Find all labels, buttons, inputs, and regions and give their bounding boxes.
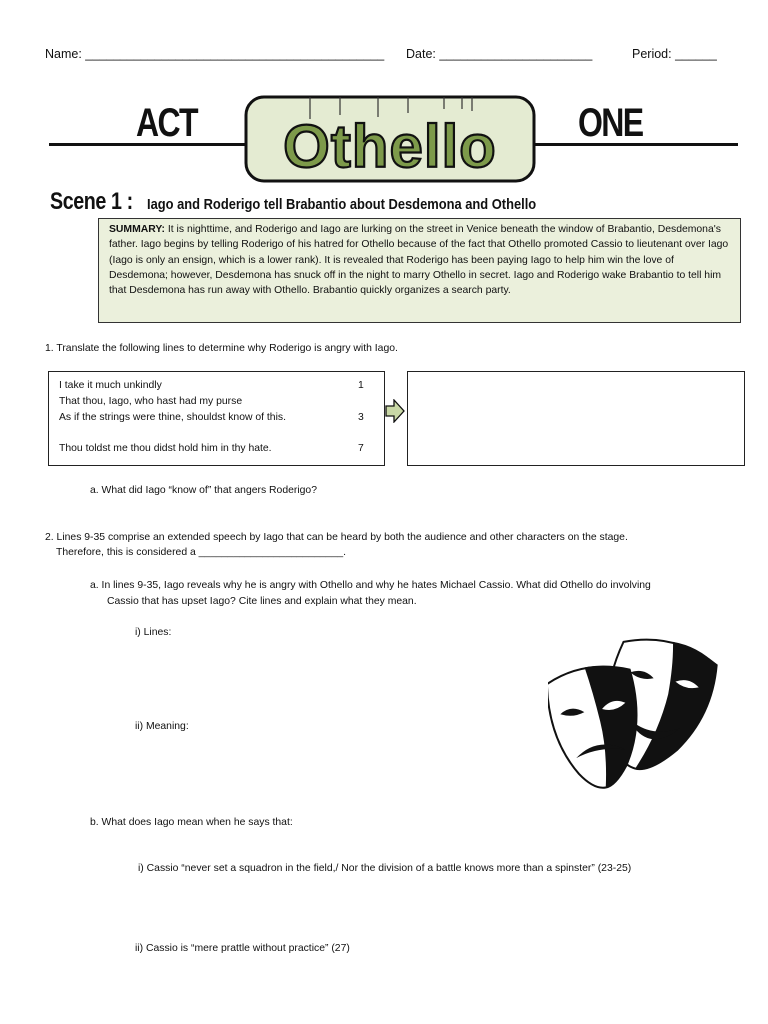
quote-line-4-num: 7: [358, 443, 364, 454]
quote-line-1-num: 1: [358, 380, 364, 391]
theater-masks-icon: [548, 632, 720, 792]
q2a-lines-label: i) Lines:: [135, 627, 172, 638]
summary-text: It is nighttime, and Roderigo and Iago are lurking on the street in Venice beneath the window of Brabantio, Desdemona's father. Iago begins by telling Roderigo of his hatred for Othello because of the fact that Othello promoted Cassio to lieutenant over Iago (Iago is only an ensign, which is a lower rank). It is revealed that Roderigo has been paying Iago to help him win the love of Desdemona; however, Desdemona has snuck off in the night to marry Othello in secret. Iago and Roderigo wake Brabantio to tell him that Desdemona has run away with Othello. Brabantio quickly organizes a search party.: [109, 224, 729, 297]
q2b-i: i) Cassio “never set a squadron in the field,/ Nor the division of a battle knows more than a spinster” (23-25): [138, 863, 632, 874]
quote-line-3: As if the strings were thine, shouldst know of this.: [59, 412, 286, 423]
quote-line-4: Thou toldst me thou didst hold him in thy hate.: [59, 443, 272, 454]
banner-one-word: ONE: [578, 101, 643, 145]
name-field[interactable]: Name: ___________________________________________: [45, 47, 385, 61]
quote-line-2: That thou, Iago, who hast had my purse: [59, 396, 243, 407]
arrow-right-icon: [385, 399, 405, 423]
othello-logo-text: Othello: [283, 113, 497, 180]
q2b-ii: ii) Cassio is “mere prattle without practice” (27): [135, 943, 350, 954]
summary-box: [98, 218, 741, 323]
translation-answer-box[interactable]: [407, 371, 745, 466]
q2a-line-1: a. In lines 9-35, Iago reveals why he is angry with Othello and why he hates Michael Cassio. What did Othello do involving: [90, 580, 651, 591]
q2b-prompt: b. What does Iago mean when he says that:: [90, 817, 293, 828]
quote-line-1: I take it much unkindly: [59, 380, 162, 391]
quote-line-3-num: 3: [358, 412, 364, 423]
date-field[interactable]: Date: ______________________: [406, 47, 593, 61]
othello-logo-art: [244, 95, 536, 183]
q1-prompt: 1. Translate the following lines to determine why Roderigo is angry with Iago.: [45, 343, 398, 354]
summary-label: SUMMARY:: [109, 224, 165, 235]
scene-number: Scene 1 :: [50, 188, 133, 215]
scene-title: Iago and Roderigo tell Brabantio about Desdemona and Othello: [147, 196, 537, 213]
q2a-line-2: Cassio that has upset Iago? Cite lines and explain what they mean.: [107, 596, 417, 607]
quote-box: [48, 371, 385, 466]
scene-heading: [50, 188, 151, 216]
q1a-prompt: a. What did Iago “know of” that angers Roderigo?: [90, 485, 317, 496]
period-field[interactable]: Period: ______: [632, 47, 717, 61]
q2a-meaning-label: ii) Meaning:: [135, 721, 189, 732]
othello-logo: [244, 95, 536, 183]
q2-prompt-line-2: Therefore, this is considered a _________________________.: [56, 547, 347, 558]
banner-act-word: ACT: [136, 101, 197, 145]
q2-prompt-line-1: 2. Lines 9-35 comprise an extended speech by Iago that can be heard by both the audience and other characters on the stage.: [45, 532, 628, 543]
